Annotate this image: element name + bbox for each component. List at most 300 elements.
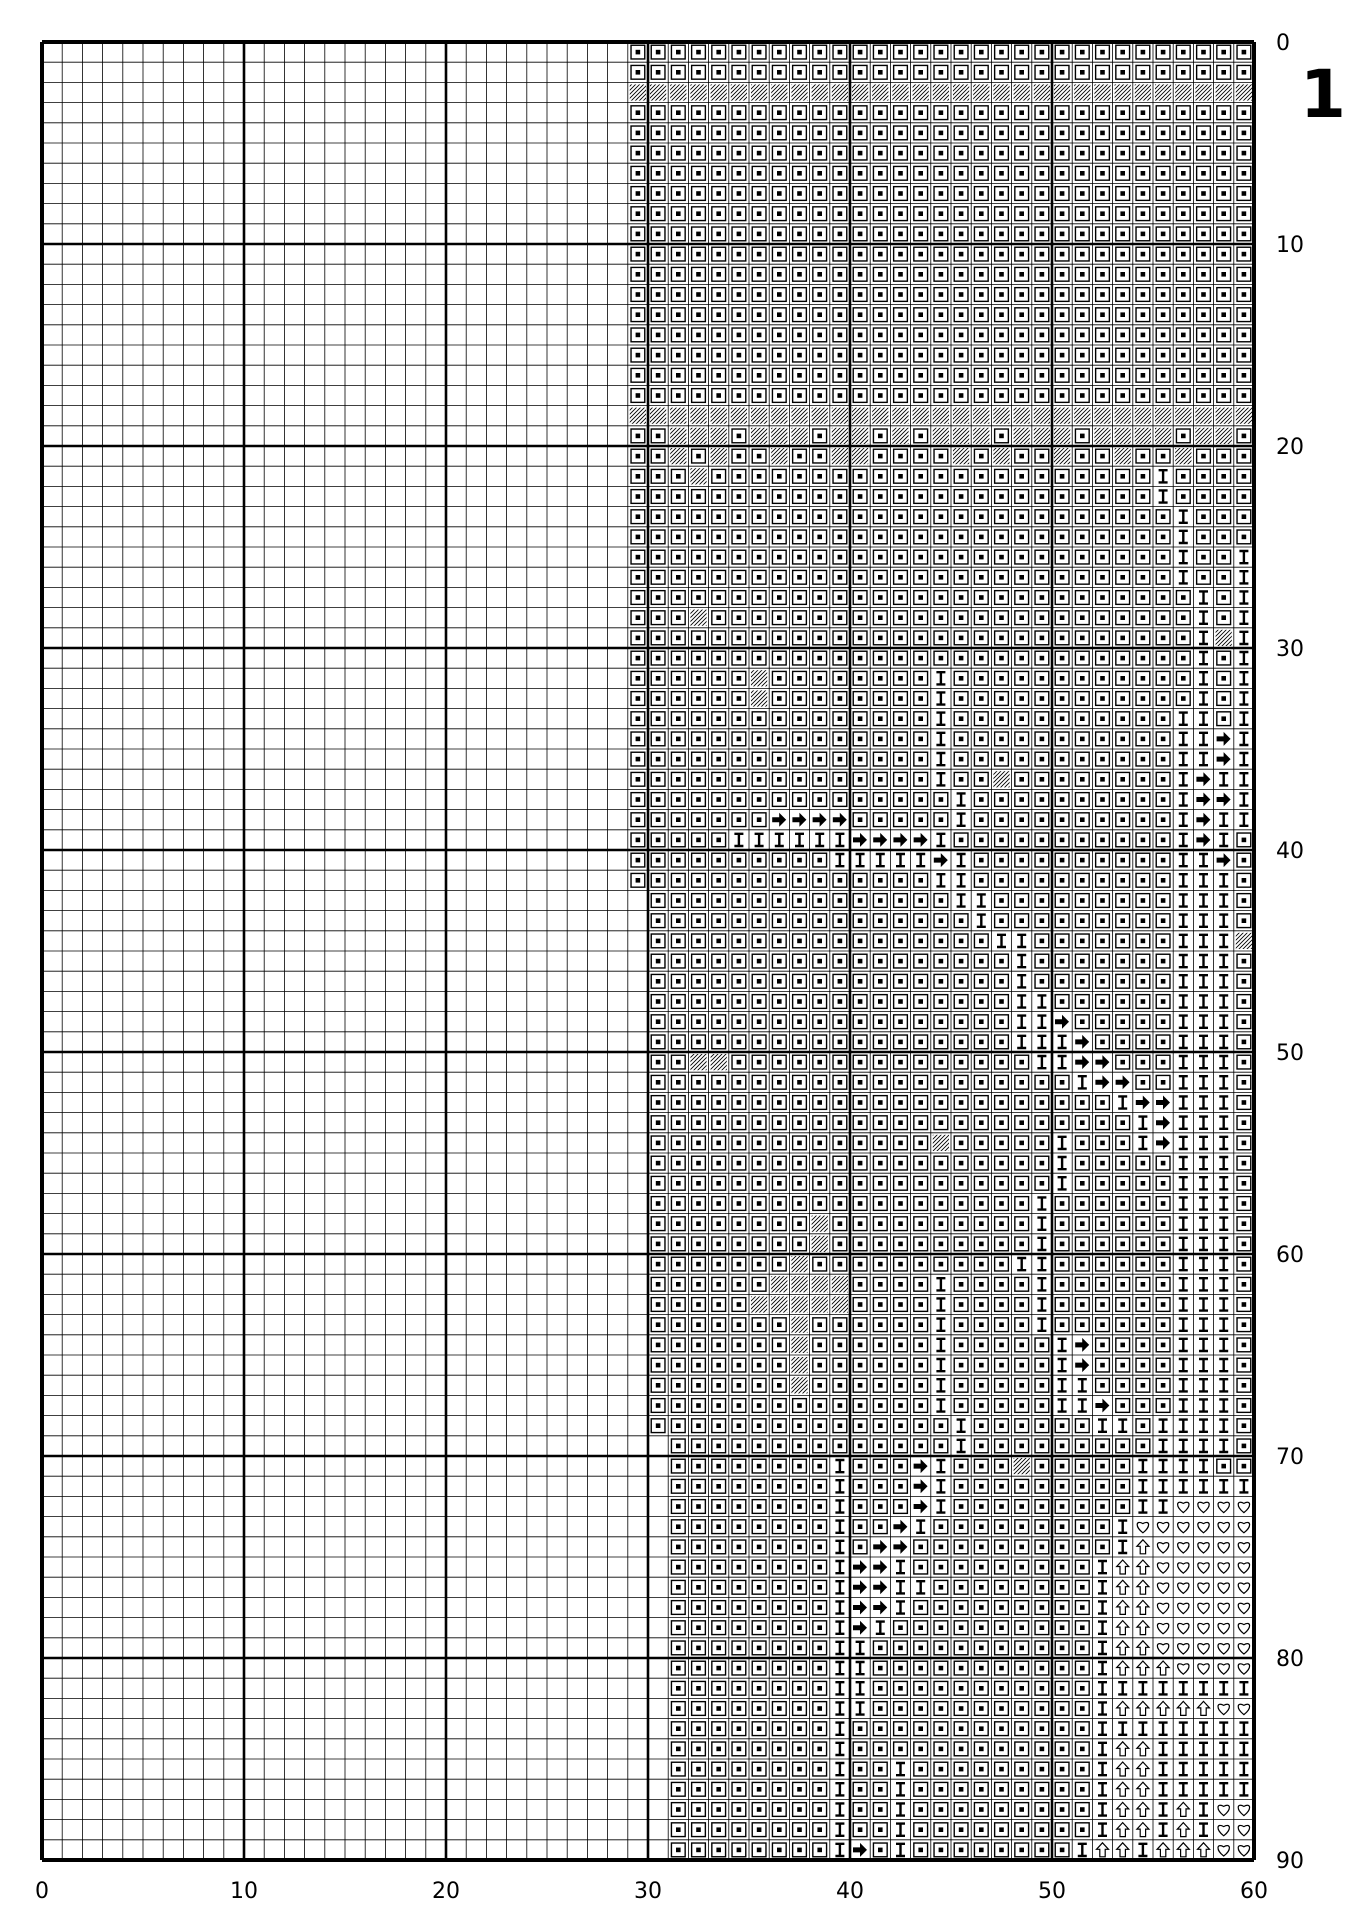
stitch-boxed-dot-square [974,853,988,867]
stitch-diagonal-hatch [791,1296,807,1312]
stitch-boxed-dot-square [813,166,827,180]
stitch-boxed-dot-square [732,207,746,221]
stitch-boxed-dot-square [712,1540,726,1554]
stitch-boxed-dot-square [1116,712,1130,726]
stitch-boxed-dot-square [934,1116,948,1130]
stitch-boxed-dot-square [1116,692,1130,706]
stitch-right-arrow [1217,853,1231,867]
stitch-boxed-dot-square [692,166,706,180]
stitch-boxed-dot-square [1156,611,1170,625]
stitch-boxed-dot-square [732,146,746,160]
stitch-boxed-dot-square [692,389,706,403]
stitch-boxed-dot-square [793,1419,807,1433]
stitch-right-arrow [813,813,827,827]
stitch-boxed-dot-square [1096,65,1110,79]
stitch-boxed-dot-square [1116,873,1130,887]
stitch-boxed-dot-square [1055,1843,1069,1857]
stitch-boxed-dot-square [671,1762,685,1776]
stitch-boxed-dot-square [752,1217,766,1231]
stitch-boxed-dot-square [752,1419,766,1433]
stitch-boxed-dot-square [772,267,786,281]
stitch-heart-outline [1218,1543,1229,1553]
stitch-boxed-dot-square [833,65,847,79]
stitch-boxed-dot-square [793,1843,807,1857]
stitch-boxed-dot-square [934,1419,948,1433]
stitch-I-beam [1239,591,1248,603]
stitch-boxed-dot-square [651,853,665,867]
stitch-boxed-dot-square [833,611,847,625]
stitch-right-arrow [1156,1116,1170,1130]
stitch-boxed-dot-square [793,207,807,221]
stitch-I-beam [1219,1218,1228,1230]
stitch-boxed-dot-square [914,328,928,342]
stitch-boxed-dot-square [1116,1459,1130,1473]
stitch-I-beam [1239,1480,1248,1492]
stitch-boxed-dot-square [772,1075,786,1089]
stitch-boxed-dot-square [1116,1035,1130,1049]
stitch-I-beam [1098,1783,1107,1795]
stitch-boxed-dot-square [954,712,968,726]
stitch-boxed-dot-square [873,591,887,605]
stitch-boxed-dot-square [1237,510,1251,524]
stitch-boxed-dot-square [793,611,807,625]
stitch-boxed-dot-square [1176,671,1190,685]
stitch-boxed-dot-square [732,692,746,706]
stitch-boxed-dot-square [914,671,928,685]
stitch-boxed-dot-square [712,1722,726,1736]
stitch-boxed-dot-square [853,1156,867,1170]
stitch-up-arrow-outline [1137,1742,1149,1756]
stitch-boxed-dot-square [974,1803,988,1817]
stitch-boxed-dot-square [873,974,887,988]
stitch-boxed-dot-square [1035,247,1049,261]
stitch-boxed-dot-square [1096,1358,1110,1372]
stitch-boxed-dot-square [1035,1399,1049,1413]
stitch-boxed-dot-square [1136,510,1150,524]
stitch-boxed-dot-square [1055,65,1069,79]
stitch-boxed-dot-square [1176,267,1190,281]
stitch-boxed-dot-square [1035,45,1049,59]
stitch-boxed-dot-square [894,1621,908,1635]
stitch-I-beam [1159,1420,1168,1432]
stitch-boxed-dot-square [914,1298,928,1312]
stitch-boxed-dot-square [732,671,746,685]
stitch-boxed-dot-square [954,631,968,645]
stitch-boxed-dot-square [732,732,746,746]
stitch-boxed-dot-square [752,1762,766,1776]
stitch-right-arrow [1075,1338,1089,1352]
stitch-boxed-dot-square [1035,490,1049,504]
stitch-boxed-dot-square [631,712,645,726]
stitch-I-beam [1138,1500,1147,1512]
stitch-boxed-dot-square [651,974,665,988]
stitch-boxed-dot-square [1015,1722,1029,1736]
stitch-boxed-dot-square [894,793,908,807]
stitch-boxed-dot-square [1237,1257,1251,1271]
stitch-boxed-dot-square [732,813,746,827]
stitch-boxed-dot-square [954,348,968,362]
stitch-boxed-dot-square [1136,45,1150,59]
stitch-boxed-dot-square [873,1843,887,1857]
stitch-boxed-dot-square [1197,510,1211,524]
stitch-boxed-dot-square [712,974,726,988]
stitch-boxed-dot-square [631,308,645,322]
stitch-boxed-dot-square [1075,914,1089,928]
stitch-heart-outline [1238,1563,1249,1573]
stitch-boxed-dot-square [954,1803,968,1817]
stitch-boxed-dot-square [793,793,807,807]
stitch-boxed-dot-square [692,974,706,988]
stitch-boxed-dot-square [1136,853,1150,867]
stitch-boxed-dot-square [1136,651,1150,665]
stitch-boxed-dot-square [1075,1681,1089,1695]
stitch-heart-outline [1198,1644,1209,1654]
stitch-boxed-dot-square [1096,570,1110,584]
stitch-boxed-dot-square [793,1439,807,1453]
stitch-heart-outline [1238,1825,1249,1835]
stitch-boxed-dot-square [974,833,988,847]
stitch-heart-outline [1178,1583,1189,1593]
stitch-boxed-dot-square [934,389,948,403]
stitch-boxed-dot-square [995,348,1009,362]
stitch-boxed-dot-square [671,1075,685,1089]
stitch-boxed-dot-square [712,1661,726,1675]
stitch-boxed-dot-square [873,429,887,443]
stitch-boxed-dot-square [671,1176,685,1190]
stitch-boxed-dot-square [712,833,726,847]
stitch-boxed-dot-square [1055,934,1069,948]
stitch-boxed-dot-square [651,1318,665,1332]
stitch-I-beam [1199,1056,1208,1068]
stitch-diagonal-hatch [1094,408,1110,424]
stitch-boxed-dot-square [1156,934,1170,948]
stitch-boxed-dot-square [914,227,928,241]
stitch-boxed-dot-square [1237,187,1251,201]
stitch-boxed-dot-square [1035,793,1049,807]
stitch-boxed-dot-square [833,1217,847,1231]
stitch-boxed-dot-square [873,995,887,1009]
stitch-boxed-dot-square [954,1641,968,1655]
stitch-boxed-dot-square [1015,1621,1029,1635]
stitch-boxed-dot-square [772,550,786,564]
stitch-boxed-dot-square [732,894,746,908]
stitch-diagonal-hatch [993,448,1009,464]
stitch-I-beam [1078,1844,1087,1856]
stitch-boxed-dot-square [1055,1197,1069,1211]
stitch-boxed-dot-square [914,510,928,524]
stitch-boxed-dot-square [934,611,948,625]
stitch-boxed-dot-square [1055,45,1069,59]
stitch-boxed-dot-square [692,1338,706,1352]
stitch-boxed-dot-square [833,187,847,201]
stitch-boxed-dot-square [793,166,807,180]
stitch-boxed-dot-square [813,954,827,968]
stitch-diagonal-hatch [832,1276,848,1292]
stitch-boxed-dot-square [671,308,685,322]
stitch-boxed-dot-square [712,469,726,483]
stitch-I-beam [1179,874,1188,886]
y-tick-label: 30 [1276,637,1304,662]
stitch-boxed-dot-square [772,772,786,786]
y-tick-label: 40 [1276,839,1304,864]
stitch-I-beam [1078,1076,1087,1088]
stitch-boxed-dot-square [1035,550,1049,564]
stitch-boxed-dot-square [712,1742,726,1756]
stitch-boxed-dot-square [651,1277,665,1291]
stitch-boxed-dot-square [772,328,786,342]
stitch-boxed-dot-square [1237,1378,1251,1392]
stitch-boxed-dot-square [732,1419,746,1433]
stitch-I-beam [1179,1420,1188,1432]
stitch-boxed-dot-square [873,1217,887,1231]
stitch-boxed-dot-square [833,166,847,180]
stitch-boxed-dot-square [914,1722,928,1736]
stitch-boxed-dot-square [772,187,786,201]
stitch-diagonal-hatch [1094,428,1110,444]
stitch-boxed-dot-square [1015,106,1029,120]
stitch-boxed-dot-square [752,1015,766,1029]
stitch-boxed-dot-square [732,45,746,59]
stitch-boxed-dot-square [1116,45,1130,59]
stitch-boxed-dot-square [833,732,847,746]
stitch-diagonal-hatch [791,1357,807,1373]
stitch-boxed-dot-square [914,1378,928,1392]
stitch-I-beam [1219,1359,1228,1371]
stitch-I-beam [1078,1379,1087,1391]
stitch-boxed-dot-square [853,1096,867,1110]
stitch-boxed-dot-square [651,651,665,665]
stitch-boxed-dot-square [631,288,645,302]
stitch-boxed-dot-square [1156,247,1170,261]
stitch-boxed-dot-square [1096,1439,1110,1453]
stitch-I-beam [997,935,1006,947]
stitch-boxed-dot-square [712,207,726,221]
stitch-boxed-dot-square [1096,247,1110,261]
stitch-boxed-dot-square [954,651,968,665]
stitch-boxed-dot-square [1237,853,1251,867]
stitch-boxed-dot-square [752,1641,766,1655]
stitch-boxed-dot-square [1237,1197,1251,1211]
stitch-boxed-dot-square [712,712,726,726]
y-tick-label: 60 [1276,1243,1304,1268]
stitch-boxed-dot-square [813,1742,827,1756]
stitch-boxed-dot-square [894,1156,908,1170]
stitch-boxed-dot-square [1015,348,1029,362]
stitch-boxed-dot-square [752,1075,766,1089]
stitch-boxed-dot-square [954,389,968,403]
stitch-boxed-dot-square [772,692,786,706]
stitch-boxed-dot-square [671,45,685,59]
stitch-boxed-dot-square [954,146,968,160]
stitch-I-beam [856,1642,865,1654]
stitch-boxed-dot-square [631,631,645,645]
stitch-boxed-dot-square [1197,288,1211,302]
stitch-boxed-dot-square [1197,348,1211,362]
stitch-boxed-dot-square [1055,853,1069,867]
stitch-boxed-dot-square [692,591,706,605]
stitch-boxed-dot-square [1075,934,1089,948]
stitch-boxed-dot-square [732,1298,746,1312]
stitch-up-arrow-outline [1137,1762,1149,1776]
stitch-boxed-dot-square [752,752,766,766]
stitch-I-beam [1017,975,1026,987]
stitch-boxed-dot-square [651,1176,665,1190]
stitch-boxed-dot-square [1116,348,1130,362]
stitch-boxed-dot-square [974,611,988,625]
stitch-boxed-dot-square [793,490,807,504]
stitch-right-arrow [873,1560,887,1574]
stitch-boxed-dot-square [692,1601,706,1615]
stitch-boxed-dot-square [772,752,786,766]
stitch-diagonal-hatch [771,448,787,464]
stitch-boxed-dot-square [873,651,887,665]
stitch-boxed-dot-square [974,813,988,827]
stitch-boxed-dot-square [692,1015,706,1029]
stitch-boxed-dot-square [995,1176,1009,1190]
stitch-boxed-dot-square [712,752,726,766]
stitch-boxed-dot-square [651,247,665,261]
stitch-boxed-dot-square [1156,45,1170,59]
stitch-boxed-dot-square [752,1237,766,1251]
stitch-diagonal-hatch [791,1317,807,1333]
stitch-boxed-dot-square [692,1136,706,1150]
stitch-boxed-dot-square [772,954,786,968]
stitch-boxed-dot-square [873,510,887,524]
stitch-boxed-dot-square [995,1136,1009,1150]
stitch-boxed-dot-square [752,1702,766,1716]
stitch-boxed-dot-square [954,1601,968,1615]
stitch-boxed-dot-square [894,954,908,968]
stitch-boxed-dot-square [1075,247,1089,261]
stitch-boxed-dot-square [732,1217,746,1231]
stitch-boxed-dot-square [651,732,665,746]
stitch-boxed-dot-square [1116,611,1130,625]
stitch-boxed-dot-square [1055,1702,1069,1716]
stitch-boxed-dot-square [995,570,1009,584]
stitch-boxed-dot-square [671,1803,685,1817]
stitch-boxed-dot-square [995,712,1009,726]
stitch-boxed-dot-square [1015,671,1029,685]
stitch-boxed-dot-square [712,1580,726,1594]
stitch-boxed-dot-square [1176,429,1190,443]
stitch-right-arrow [1095,1399,1109,1413]
stitch-boxed-dot-square [651,65,665,79]
x-tick-label: 40 [836,1879,864,1904]
stitch-boxed-dot-square [853,1237,867,1251]
stitch-boxed-dot-square [853,732,867,746]
stitch-boxed-dot-square [974,1237,988,1251]
stitch-boxed-dot-square [1176,207,1190,221]
stitch-boxed-dot-square [813,914,827,928]
stitch-boxed-dot-square [1055,247,1069,261]
stitch-boxed-dot-square [671,1197,685,1211]
stitch-boxed-dot-square [772,1338,786,1352]
stitch-boxed-dot-square [712,1217,726,1231]
stitch-boxed-dot-square [833,368,847,382]
stitch-boxed-dot-square [1217,328,1231,342]
stitch-boxed-dot-square [1197,106,1211,120]
stitch-boxed-dot-square [1055,651,1069,665]
stitch-boxed-dot-square [995,126,1009,140]
stitch-boxed-dot-square [1136,449,1150,463]
stitch-boxed-dot-square [1096,1318,1110,1332]
stitch-boxed-dot-square [752,1621,766,1635]
stitch-boxed-dot-square [873,1055,887,1069]
stitch-boxed-dot-square [712,1176,726,1190]
stitch-boxed-dot-square [1096,126,1110,140]
stitch-boxed-dot-square [1176,227,1190,241]
stitch-boxed-dot-square [1015,1702,1029,1716]
stitch-I-beam [1179,935,1188,947]
stitch-boxed-dot-square [671,389,685,403]
stitch-boxed-dot-square [1136,712,1150,726]
stitch-boxed-dot-square [712,1358,726,1372]
stitch-boxed-dot-square [813,1378,827,1392]
stitch-I-beam [1199,1824,1208,1836]
stitch-boxed-dot-square [833,1156,847,1170]
stitch-boxed-dot-square [853,530,867,544]
stitch-boxed-dot-square [1015,833,1029,847]
stitch-boxed-dot-square [974,328,988,342]
stitch-boxed-dot-square [1197,550,1211,564]
stitch-boxed-dot-square [894,1479,908,1493]
stitch-boxed-dot-square [914,894,928,908]
stitch-boxed-dot-square [1197,187,1211,201]
stitch-boxed-dot-square [631,510,645,524]
stitch-boxed-dot-square [833,631,847,645]
stitch-boxed-dot-square [954,328,968,342]
stitch-boxed-dot-square [772,853,786,867]
stitch-boxed-dot-square [934,570,948,584]
stitch-boxed-dot-square [974,45,988,59]
stitch-boxed-dot-square [732,793,746,807]
stitch-boxed-dot-square [1055,469,1069,483]
stitch-boxed-dot-square [1075,1197,1089,1211]
stitch-boxed-dot-square [671,146,685,160]
stitch-heart-outline [1178,1623,1189,1633]
stitch-boxed-dot-square [853,611,867,625]
stitch-I-beam [1179,1379,1188,1391]
stitch-boxed-dot-square [651,1035,665,1049]
stitch-boxed-dot-square [752,1176,766,1190]
stitch-boxed-dot-square [954,1580,968,1594]
stitch-boxed-dot-square [1116,1015,1130,1029]
stitch-boxed-dot-square [1096,1338,1110,1352]
stitch-boxed-dot-square [833,671,847,685]
stitch-boxed-dot-square [873,934,887,948]
stitch-boxed-dot-square [934,1641,948,1655]
stitch-boxed-dot-square [894,1500,908,1514]
stitch-boxed-dot-square [752,530,766,544]
stitch-boxed-dot-square [1136,227,1150,241]
stitch-boxed-dot-square [954,611,968,625]
stitch-boxed-dot-square [671,1338,685,1352]
stitch-boxed-dot-square [1156,995,1170,1009]
stitch-boxed-dot-square [671,692,685,706]
stitch-boxed-dot-square [974,187,988,201]
stitch-boxed-dot-square [712,934,726,948]
stitch-boxed-dot-square [914,389,928,403]
stitch-boxed-dot-square [671,1419,685,1433]
stitch-boxed-dot-square [671,288,685,302]
stitch-right-arrow [853,833,867,847]
stitch-boxed-dot-square [671,490,685,504]
stitch-boxed-dot-square [1015,1601,1029,1615]
stitch-boxed-dot-square [1116,1237,1130,1251]
stitch-boxed-dot-square [752,813,766,827]
stitch-boxed-dot-square [671,65,685,79]
stitch-heart-outline [1157,1623,1168,1633]
